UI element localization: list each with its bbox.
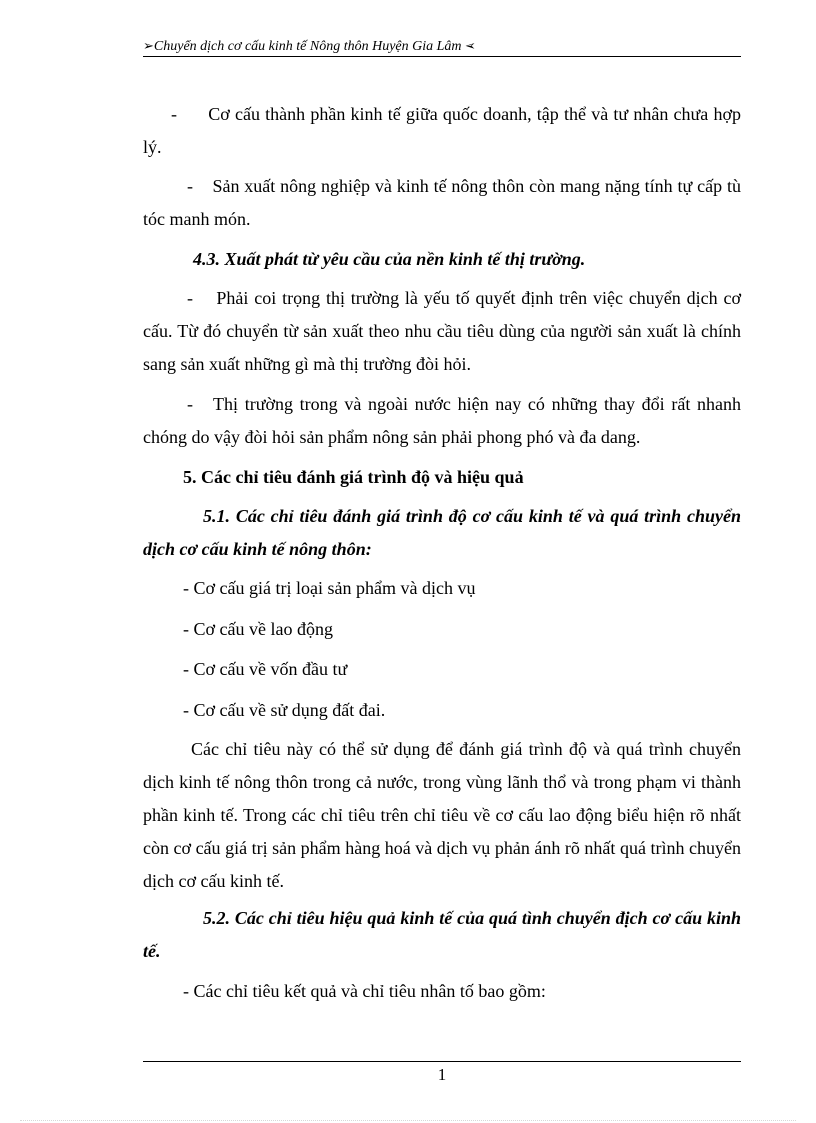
paragraph-text: Cơ cấu thành phần kinh tế giữa quốc doanh, tập thể và tư nhân chưa hợp lý. [143, 104, 742, 157]
paragraph-text: Phải coi trọng thị trường là yếu tố quyết định trên việc chuyển dịch cơ cấu. Từ đó chuyển từ sản xuất theo nhu cầu tiêu dùng của người sản xuất là chính sang sản xuất những gì mà thị trường đòi hỏi. [143, 288, 741, 374]
heading-5-1: 5.1. Các chỉ tiêu đánh giá trình độ cơ cấu kinh tế và quá trình chuyển dịch cơ cấu kinh tế nông thôn: [143, 506, 741, 559]
list-item: - Cơ cấu về lao động [183, 619, 333, 639]
arrow-right-icon: ➢ [143, 38, 154, 53]
bullet-dash: - [187, 288, 193, 308]
page-number: 1 [437, 1065, 447, 1084]
arrow-left-icon: ➢ [465, 38, 476, 53]
list-item: - Cơ cấu về sử dụng đất đai. [183, 700, 386, 720]
paragraph-indicators-usage: Các chỉ tiêu này có thể sử dụng để đánh giá trình độ và quá trình chuyển dịch kinh tế nông thôn trong cả nước, trong vùng lãnh thổ và trong phạm vi thành phần kinh tế. Trong các chỉ tiêu trên chỉ tiêu về cơ cấu lao động biểu hiện rõ nhất còn cơ cấu giá trị sản phẩm hàng hoá và dịch vụ phản ánh rõ nhất quá trình chuyển dịch cơ cấu kinh tế. [143, 739, 741, 891]
bullet-dash: - [171, 104, 177, 124]
footer-divider [143, 1061, 741, 1062]
paragraph-structure-issue [143, 98, 741, 164]
heading-4-3: 4.3. Xuất phát từ yêu cầu của nền kinh tế thị trường. [193, 249, 586, 269]
header-title: Chuyển dịch cơ cấu kinh tế Nông thôn Huyện Gia Lâm [153, 39, 462, 54]
bullet-dash: - [187, 394, 193, 414]
heading-5-2: 5.2. Các chỉ tiêu hiệu quả kinh tế của quá tình chuyển địch cơ cấu kinh tế. [143, 908, 741, 961]
list-item: - Các chỉ tiêu kết quả và chỉ tiêu nhân tố bao gồm: [183, 981, 546, 1001]
paragraph-market-priority [143, 282, 741, 381]
list-item: - Cơ cấu về vốn đầu tư [183, 659, 348, 679]
page-bottom-dotted-line [20, 1120, 796, 1121]
paragraph-text: Thị trường trong và ngoài nước hiện nay có những thay đổi rất nhanh chóng do vậy đòi hỏi sản phẩm nông sản phải phong phó và đa dang. [143, 394, 741, 447]
paragraph-production-issue [143, 170, 741, 236]
bullet-dash: - [187, 176, 193, 196]
paragraph-market-changes [143, 388, 741, 454]
paragraph-text: Sản xuất nông nghiệp và kinh tế nông thôn còn mang nặng tính tự cấp tù tóc manh món. [143, 176, 741, 229]
list-item: - Cơ cấu giá trị loại sản phẩm và dịch vụ [183, 578, 476, 598]
heading-5: 5. Các chỉ tiêu đánh giá trình độ và hiệu quả [183, 467, 524, 487]
running-header [143, 36, 741, 57]
